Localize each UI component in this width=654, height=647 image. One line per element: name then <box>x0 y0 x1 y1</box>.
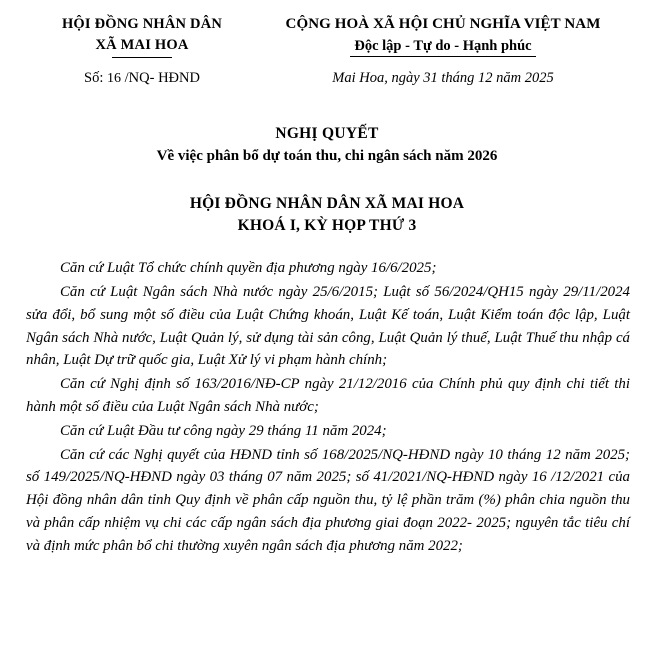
nation-name: CỘNG HOÀ XÃ HỘI CHỦ NGHĨA VIỆT NAM <box>285 16 601 32</box>
document-type-title: NGHỊ QUYẾT <box>275 125 379 143</box>
legal-basis-paragraph: Căn cứ Luật Tổ chức chính quyền địa phương ngày 16/6/2025; <box>60 260 437 277</box>
number-suffix: /NQ- HĐND <box>124 70 200 87</box>
document-number <box>26 70 258 87</box>
document-header <box>0 0 654 58</box>
legal-basis-paragraph: Căn cứ các Nghị quyết của HĐND tỉnh số 168/2025/NQ-HĐND ngày 10 tháng 12 năm 2025; số 149/2025/NQ-HĐND ngày 03 tháng 07 năm 2025; số 41/2021/NQ-HĐND ngày 16 /12/2021 của Hội đồng nhân dân tỉnh Quy định về phân cấp nguồn thu, tỷ lệ phần trăm (%) phân chia nguồn thu và phân cấp nhiệm vụ chi các cấp ngân sách địa phương giai đoạn 2022- 2025; nguyên tắc tiêu chí và định mức phân bổ chi thường xuyên ngân sách địa phương năm 2022; <box>26 446 630 554</box>
document-subheader <box>0 58 654 87</box>
legal-basis-paragraph: Căn cứ Luật Ngân sách Nhà nước ngày 25/6/2015; Luật số 56/2024/QH15 ngày 29/11/2024 sửa đổi, bổ sung một số điều của Luật Chứng khoán, Luật Kế toán, Luật Kiểm toán độc lập, Luật Ngân sách Nhà nước, Luật Quản lý, sử dụng tài sản công, Luật Quản lý thuế, Luật Thuế thu nhập cá nhân, Luật Dự trữ quốc gia, Luật Xử lý vi phạm hành chính; <box>26 283 630 369</box>
motto-underline <box>350 56 536 57</box>
issuing-council: HỘI ĐỒNG NHÂN DÂN XÃ MAI HOA <box>189 195 465 213</box>
session-info: KHOÁ I, KỲ HỌP THỨ 3 <box>237 217 417 235</box>
organization-underline <box>112 57 172 58</box>
place-and-date: Mai Hoa, ngày 31 tháng 12 năm 2025 <box>332 70 554 87</box>
issuer-block <box>0 195 654 235</box>
legal-basis-paragraph: Căn cứ Nghị định số 163/2016/NĐ-CP ngày 21/12/2016 của Chính phủ quy định chi tiết thi hành một số điều của Luật Ngân sách Nhà nước; <box>26 376 630 415</box>
document-body <box>0 257 654 557</box>
title-block <box>0 125 654 165</box>
national-motto: Độc lập - Tự do - Hạnh phúc <box>354 38 532 55</box>
organization-line-2: XÃ MAI HOA <box>95 36 189 53</box>
legal-basis-paragraph: Căn cứ Luật Đầu tư công ngày 29 tháng 11 năm 2024; <box>60 422 387 439</box>
number-prefix: Số: <box>84 70 104 87</box>
issuing-organization <box>26 14 258 58</box>
number-value: 16 <box>107 71 122 87</box>
document-subject: Về việc phân bổ dự toán thu, chi ngân sách năm 2026 <box>156 148 498 165</box>
organization-line-1: HỘI ĐỒNG NHÂN DÂN <box>61 16 223 32</box>
national-heading <box>258 14 628 57</box>
